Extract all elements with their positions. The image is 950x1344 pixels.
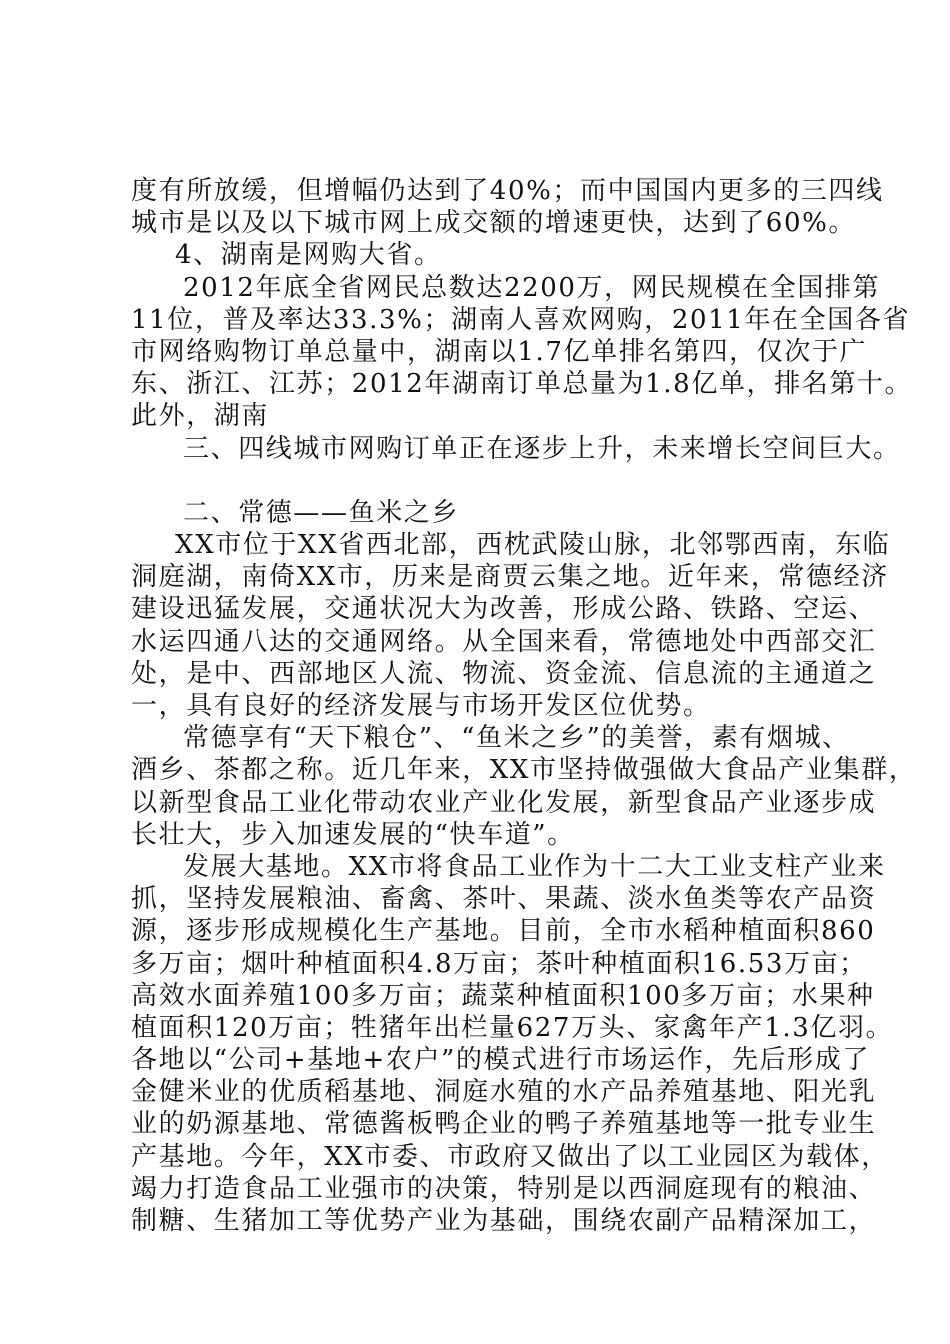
text-line: 处，是中、西部地区人流、物流、资金流、信息流的主通道之 [131, 658, 877, 689]
text-line: 竭力打造食品工业强市的决策，特别是以西洞庭现有的粮油、 [131, 1173, 877, 1204]
text-line: 11位，普及率达33.3%；湖南人喜欢网购，2011年在全国各省 [131, 304, 911, 335]
text-line: 一，具有良好的经济发展与市场开发区位优势。 [131, 691, 711, 721]
text-line: 此外，湖南 [131, 401, 270, 432]
text-line: 2012年底全省网民总数达2200万，网民规模在全国排第 [183, 272, 881, 303]
document-body [131, 175, 917, 1237]
text-line: 市网络购物订单总量中，湖南以1.7亿单排名第四，仅次于广 [131, 336, 868, 367]
text-line: 城市是以及以下城市网上成交额的增速更快，达到了60%。 [131, 208, 856, 239]
text-line: 抓，坚持发展粮油、畜禽、茶叶、果蔬、淡水鱼类等农产品资 [131, 884, 877, 915]
text-line: XX市位于XX省西北部，西枕武陵山脉，北邻鄂西南，东临 [175, 530, 891, 561]
text-line: 洞庭湖，南倚XX市，历来是商贾云集之地。近年来，常德经济 [131, 562, 889, 593]
text-line: 度有所放缓，但增幅仍达到了40%；而中国国内更多的三四线 [131, 176, 884, 206]
paragraph-gap [131, 465, 831, 497]
text-line: 高效水面养殖100多万亩；蔬菜种植面积100多万亩；水果种 [131, 980, 875, 1011]
text-line: 长壮大，步入加速发展的“快车道”。 [131, 819, 575, 850]
text-line: 业的奶源基地、常德酱板鸭企业的鸭子养殖基地等一批专业生 [131, 1109, 877, 1140]
text-line: 多万亩；烟叶种植面积4.8万亩；茶叶种植面积16.53万亩； [131, 948, 867, 979]
text-line: 源，逐步形成规模化生产基地。目前，全市水稻种植面积860 [131, 916, 876, 947]
text-line: 植面积120万亩；牲猪年出栏量627万头、家禽年产1.3亿羽。 [131, 1012, 894, 1043]
text-line: 以新型食品工业化带动农业产业化发展，新型食品产业逐步成 [131, 787, 877, 818]
text-line: 水运四通八达的交通网络。从全国来看，常德地处中西部交汇 [131, 626, 877, 657]
text-line: 东、浙江、江苏；2012年湖南订单总量为1.8亿单，排名第十。 [131, 369, 913, 400]
text-line: 金健米业的优质稻基地、洞庭水殖的水产品养殖基地、阳光乳 [131, 1077, 877, 1108]
section-heading: 4、湖南是网购大省。 [175, 240, 442, 271]
text-line: 制糖、生猪加工等优势产业为基础，围绕农副产品精深加工， [131, 1206, 877, 1236]
text-line: 常德享有“天下粮仓”、“鱼米之乡”的美誉，素有烟城、 [183, 723, 850, 754]
text-line: 产基地。今年，XX市委、市政府又做出了以工业园区为载体， [131, 1141, 889, 1172]
text-line: 建设迅猛发展，交通状况大为改善，形成公路、铁路、空运、 [131, 594, 877, 625]
text-line: 各地以“公司+基地+农户”的模式进行市场运作，先后形成了 [131, 1045, 870, 1076]
text-line: 酒乡、茶都之称。近几年来，XX市坚持做强做大食品产业集群， [131, 755, 917, 786]
text-line: 发展大基地。XX市将食品工业作为十二大工业支柱产业来 [183, 851, 886, 882]
text-line: 三、四线城市网购订单正在逐步上升，未来增长空间巨大。 [183, 433, 901, 464]
section-heading: 二、常德——鱼米之乡 [183, 497, 460, 528]
